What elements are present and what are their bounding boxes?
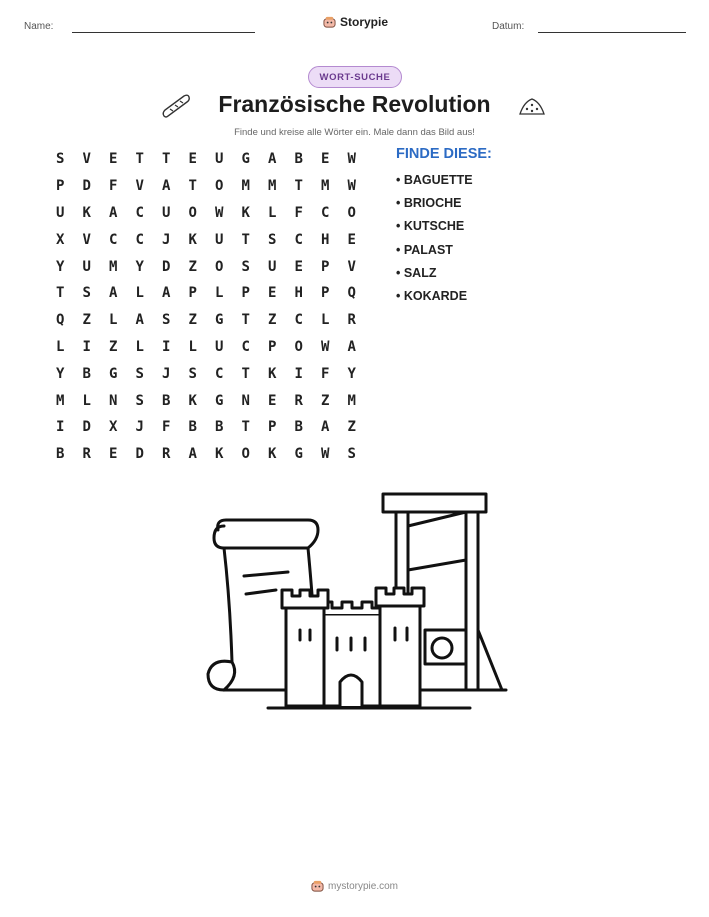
grid-letter[interactable]: O	[188, 204, 197, 221]
grid-letter[interactable]: C	[109, 231, 118, 248]
grid-letter[interactable]: G	[109, 365, 118, 382]
grid-letter[interactable]: E	[268, 392, 277, 409]
grid-letter[interactable]: G	[241, 151, 250, 168]
grid-letter[interactable]: S	[135, 392, 144, 409]
grid-letter[interactable]: D	[135, 446, 144, 463]
grid-letter[interactable]: R	[347, 312, 356, 329]
word-search-badge: WORT-SUCHE	[308, 66, 402, 88]
grid-letter[interactable]: V	[82, 151, 91, 168]
grid-letter[interactable]: T	[241, 312, 250, 329]
grid-letter[interactable]: T	[241, 365, 250, 382]
grid-letter[interactable]: W	[347, 151, 356, 168]
grid-letter[interactable]: G	[294, 446, 303, 463]
word-list-item: • SALZ	[396, 265, 437, 280]
grid-letter[interactable]: E	[109, 446, 118, 463]
footer	[0, 880, 709, 893]
word-list-item: • BAGUETTE	[396, 173, 473, 187]
grid-letter[interactable]: X	[109, 419, 118, 436]
grid-letter[interactable]: J	[135, 419, 144, 436]
salt-pile-icon	[518, 96, 546, 116]
grid-letter[interactable]: B	[294, 419, 303, 436]
storypie-logo-icon	[311, 880, 324, 893]
coloring-illustration	[200, 490, 510, 712]
grid-letter[interactable]: B	[294, 151, 303, 168]
word-list-item: • BRIOCHE	[396, 196, 462, 211]
grid-letter[interactable]: K	[188, 392, 197, 409]
grid-letter[interactable]: Y	[56, 258, 65, 275]
grid-letter[interactable]: Y	[56, 365, 65, 382]
word-list	[396, 172, 473, 311]
grid-letter[interactable]: A	[162, 285, 171, 302]
grid-letter[interactable]: U	[215, 231, 224, 248]
grid-letter[interactable]: K	[82, 204, 91, 221]
grid-letter[interactable]: A	[109, 285, 118, 302]
grid-letter[interactable]: A	[347, 338, 356, 355]
grid-letter[interactable]: U	[56, 204, 65, 221]
grid-letter[interactable]: P	[321, 258, 330, 275]
grid-letter[interactable]: D	[162, 258, 171, 275]
grid-letter[interactable]: Z	[109, 338, 118, 355]
grid-letter[interactable]: T	[56, 285, 65, 302]
word-list-item: • PALAST	[396, 242, 453, 257]
grid-letter[interactable]: P	[268, 419, 277, 436]
grid-letter[interactable]: S	[82, 285, 91, 302]
grid-letter[interactable]: Z	[268, 312, 277, 329]
grid-letter[interactable]: C	[294, 231, 303, 248]
grid-letter[interactable]: P	[56, 178, 65, 195]
grid-letter[interactable]: N	[109, 392, 118, 409]
grid-letter[interactable]: L	[109, 312, 118, 329]
word-list-item: • KOKARDE	[396, 288, 468, 303]
grid-letter[interactable]: U	[215, 151, 224, 168]
grid-letter[interactable]: O	[347, 204, 356, 221]
grid-letter[interactable]: Z	[188, 258, 197, 275]
grid-letter[interactable]: T	[162, 151, 171, 168]
grid-letter[interactable]: O	[294, 338, 303, 355]
grid-letter[interactable]: L	[215, 285, 224, 302]
grid-letter[interactable]: W	[347, 178, 356, 195]
grid-letter[interactable]: M	[321, 178, 330, 195]
grid-letter[interactable]: C	[241, 338, 250, 355]
name-label: Name:	[24, 21, 54, 32]
grid-letter[interactable]: W	[321, 338, 330, 355]
grid-letter[interactable]: F	[162, 419, 171, 436]
grid-letter[interactable]: K	[215, 446, 224, 463]
grid-letter[interactable]: A	[321, 419, 330, 436]
grid-letter[interactable]: E	[347, 231, 356, 248]
grid-letter[interactable]: C	[135, 231, 144, 248]
grid-letter[interactable]: A	[188, 446, 197, 463]
grid-letter[interactable]: T	[241, 419, 250, 436]
grid-letter[interactable]: Z	[188, 312, 197, 329]
grid-letter[interactable]: K	[241, 204, 250, 221]
grid-letter[interactable]: F	[321, 365, 330, 382]
grid-letter[interactable]: N	[241, 392, 250, 409]
grid-letter[interactable]: G	[215, 392, 224, 409]
date-label: Datum:	[492, 21, 525, 32]
grid-letter[interactable]: E	[109, 151, 118, 168]
storypie-logo-icon	[323, 16, 336, 29]
grid-letter[interactable]: K	[188, 231, 197, 248]
grid-letter[interactable]: R	[82, 446, 91, 463]
grid-letter[interactable]: B	[162, 392, 171, 409]
grid-letter[interactable]: E	[268, 285, 277, 302]
grid-letter[interactable]: P	[241, 285, 250, 302]
grid-letter[interactable]: V	[82, 231, 91, 248]
grid-letter[interactable]: M	[347, 392, 356, 409]
grid-letter[interactable]: S	[347, 446, 356, 463]
brand-logo	[323, 15, 388, 29]
grid-letter[interactable]: L	[82, 392, 91, 409]
grid-letter[interactable]: Y	[135, 258, 144, 275]
grid-letter[interactable]: L	[268, 204, 277, 221]
grid-letter[interactable]: F	[109, 178, 118, 195]
grid-letter[interactable]: K	[268, 365, 277, 382]
grid-letter[interactable]: A	[109, 204, 118, 221]
grid-letter[interactable]: Z	[321, 392, 330, 409]
grid-letter[interactable]: G	[215, 312, 224, 329]
grid-letter[interactable]: I	[56, 419, 65, 436]
grid-letter[interactable]: I	[162, 338, 171, 355]
grid-letter[interactable]: O	[215, 258, 224, 275]
grid-letter[interactable]: S	[241, 258, 250, 275]
grid-letter[interactable]: T	[188, 178, 197, 195]
grid-letter[interactable]: B	[188, 419, 197, 436]
grid-letter[interactable]: T	[294, 178, 303, 195]
grid-letter[interactable]: P	[188, 285, 197, 302]
grid-letter[interactable]: X	[56, 231, 65, 248]
grid-letter[interactable]: L	[188, 338, 197, 355]
grid-letter[interactable]: J	[162, 231, 171, 248]
page-title: Französische Revolution	[218, 91, 491, 117]
grid-letter[interactable]: K	[268, 446, 277, 463]
grid-letter[interactable]: W	[215, 204, 224, 221]
grid-letter[interactable]: H	[294, 285, 303, 302]
grid-letter[interactable]: Q	[56, 312, 65, 329]
grid-letter[interactable]: T	[241, 231, 250, 248]
instructions: Finde und kreise alle Wörter ein. Male dann das Bild aus!	[234, 127, 475, 138]
grid-letter[interactable]: U	[215, 338, 224, 355]
grid-letter[interactable]: Q	[347, 285, 356, 302]
grid-letter[interactable]: A	[268, 151, 277, 168]
grid-letter[interactable]: E	[321, 151, 330, 168]
grid-letter[interactable]: C	[215, 365, 224, 382]
grid-letter[interactable]: L	[56, 338, 65, 355]
grid-letter[interactable]: V	[135, 178, 144, 195]
grid-letter[interactable]: W	[321, 446, 330, 463]
grid-letter[interactable]: L	[135, 285, 144, 302]
word-list-item: • KUTSCHE	[396, 219, 465, 234]
grid-letter[interactable]: P	[268, 338, 277, 355]
grid-letter[interactable]: U	[162, 204, 171, 221]
grid-letter[interactable]: T	[135, 151, 144, 168]
grid-letter[interactable]: M	[56, 392, 65, 409]
grid-letter[interactable]: P	[321, 285, 330, 302]
grid-letter[interactable]: B	[215, 419, 224, 436]
brand-name: Storypie	[340, 15, 389, 29]
grid-letter[interactable]: E	[188, 151, 197, 168]
grid-letter[interactable]: C	[135, 204, 144, 221]
grid-letter[interactable]: C	[321, 204, 330, 221]
grid-letter[interactable]: D	[82, 419, 91, 436]
grid-letter[interactable]: A	[162, 178, 171, 195]
grid-letter[interactable]: U	[268, 258, 277, 275]
footer-url[interactable]: mystorypie.com	[327, 881, 398, 892]
grid-letter[interactable]: S	[56, 151, 65, 168]
grid-letter[interactable]: B	[82, 365, 91, 382]
date-field[interactable]	[538, 32, 686, 33]
grid-letter[interactable]: M	[109, 258, 118, 275]
grid-letter[interactable]: I	[82, 338, 91, 355]
grid-letter[interactable]: R	[294, 392, 303, 409]
grid-letter[interactable]: B	[56, 446, 65, 463]
grid-letter[interactable]: L	[321, 312, 330, 329]
grid-letter[interactable]: Y	[347, 365, 356, 382]
grid-letter[interactable]: L	[135, 338, 144, 355]
grid-letter[interactable]: A	[135, 312, 144, 329]
grid-letter[interactable]: R	[162, 446, 171, 463]
grid-letter[interactable]: Z	[82, 312, 91, 329]
grid-letter[interactable]: J	[162, 365, 171, 382]
grid-letter[interactable]: O	[215, 178, 224, 195]
grid-letter[interactable]: U	[82, 258, 91, 275]
grid-letter[interactable]: V	[347, 258, 356, 275]
grid-letter[interactable]: S	[162, 312, 171, 329]
grid-letter[interactable]: S	[135, 365, 144, 382]
grid-letter[interactable]: M	[241, 178, 250, 195]
grid-letter[interactable]: H	[321, 231, 330, 248]
name-field[interactable]	[72, 32, 255, 33]
grid-letter[interactable]: M	[268, 178, 277, 195]
grid-letter[interactable]: S	[188, 365, 197, 382]
grid-letter[interactable]: Z	[347, 419, 356, 436]
grid-letter[interactable]: S	[268, 231, 277, 248]
grid-letter[interactable]: D	[82, 178, 91, 195]
grid-letter[interactable]: O	[241, 446, 250, 463]
grid-letter[interactable]: C	[294, 312, 303, 329]
grid-letter[interactable]: F	[294, 204, 303, 221]
grid-letter[interactable]: E	[294, 258, 303, 275]
word-search-grid	[47, 146, 365, 468]
word-list-title: FINDE DIESE:	[396, 146, 492, 162]
grid-letter[interactable]: I	[294, 365, 303, 382]
